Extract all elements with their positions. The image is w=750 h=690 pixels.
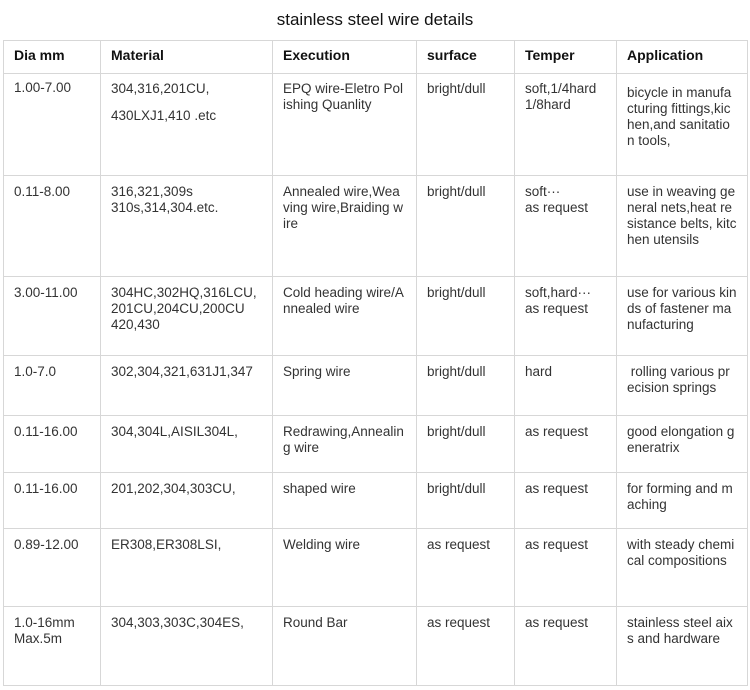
header-application: Application [617, 41, 748, 74]
cell-execution: Annealed wire,Weaving wire,Braiding wire [273, 176, 417, 277]
cell-execution: shaped wire [273, 473, 417, 529]
material-line: 201CU,204CU,200CU 420,430 [111, 301, 245, 332]
table-row [4, 176, 748, 277]
cell-surface: bright/dull [417, 416, 515, 473]
cell-temper: as request [515, 473, 617, 529]
cell-surface: as request [417, 529, 515, 607]
table-row [4, 473, 748, 529]
header-material: Material [101, 41, 273, 74]
cell-application: use for various kinds of fastener manufacturing [617, 277, 748, 356]
header-dia: Dia mm [4, 41, 101, 74]
cell-material: 201,202,304,303CU, [101, 473, 273, 529]
cell-dia: 1.00-7.00 [4, 74, 101, 176]
temper-text: soft,1/4hard 1/8hard [525, 81, 597, 112]
cell-temper [515, 74, 617, 176]
cell-material [101, 176, 273, 277]
cell-execution: Redrawing,Annealing wire [273, 416, 417, 473]
cell-dia: 0.11-16.00 [4, 416, 101, 473]
header-row [4, 41, 748, 74]
cell-application: good elongation generatrix [617, 416, 748, 473]
cell-dia: 3.00-11.00 [4, 277, 101, 356]
cell-temper: as request [515, 416, 617, 473]
cell-execution: Round Bar [273, 607, 417, 686]
table-row [4, 74, 748, 176]
header-temper: Temper [515, 41, 617, 74]
cell-dia: 1.0-7.0 [4, 356, 101, 416]
cell-surface: bright/dull [417, 473, 515, 529]
cell-material: ER308,ER308LSI, [101, 529, 273, 607]
cell-temper: as request [515, 529, 617, 607]
table-row [4, 529, 748, 607]
cell-application: for forming and maching [617, 473, 748, 529]
cell-material [101, 277, 273, 356]
cell-material: 304,304L,AISIL304L, [101, 416, 273, 473]
cell-execution: Welding wire [273, 529, 417, 607]
table-row [4, 356, 748, 416]
cell-application: rolling various precision springs [617, 356, 748, 416]
cell-temper [515, 176, 617, 277]
cell-surface: bright/dull [417, 356, 515, 416]
cell-execution: EPQ wire-Eletro Polishing Quanlity [273, 74, 417, 176]
table-row [4, 607, 748, 686]
cell-surface: bright/dull [417, 74, 515, 176]
temper-text: soft,hard··· as request [525, 285, 592, 316]
dia-text: 1.0-16mm Max.5m [14, 615, 75, 646]
cell-material [101, 74, 273, 176]
cell-dia [4, 607, 101, 686]
cell-material: 302,304,321,631J1,347 [101, 356, 273, 416]
material-line: 304HC,302HQ,316LCU, [111, 285, 257, 300]
temper-text: soft··· as request [525, 184, 589, 215]
page-title: stainless steel wire details [276, 10, 474, 29]
cell-surface: bright/dull [417, 277, 515, 356]
cell-application: with steady chemical compositions [617, 529, 748, 607]
material-line: 304,316,201CU, [111, 81, 210, 96]
cell-surface: as request [417, 607, 515, 686]
cell-temper [515, 277, 617, 356]
cell-temper: as request [515, 607, 617, 686]
cell-surface: bright/dull [417, 176, 515, 277]
cell-dia: 0.11-8.00 [4, 176, 101, 277]
header-surface: surface [417, 41, 515, 74]
material-text: 316,321,309s 310s,314,304.etc. [111, 184, 219, 215]
wire-details-table [3, 40, 748, 686]
cell-application: use in weaving general nets,heat resistance belts, kitchen utensils [617, 176, 748, 277]
cell-application: bicycle in manufacturing fittings,kichen,and sanitation tools, [617, 74, 748, 176]
header-execution: Execution [273, 41, 417, 74]
cell-application: stainless steel aixs and hardware [617, 607, 748, 686]
table-row [4, 416, 748, 473]
material-line: 430LXJ1,410 .etc [111, 108, 217, 123]
cell-temper: hard [515, 356, 617, 416]
table-row [4, 277, 748, 356]
cell-execution: Spring wire [273, 356, 417, 416]
cell-dia: 0.89-12.00 [4, 529, 101, 607]
cell-execution: Cold heading wire/Annealed wire [273, 277, 417, 356]
cell-material: 304,303,303C,304ES, [101, 607, 273, 686]
cell-dia: 0.11-16.00 [4, 473, 101, 529]
